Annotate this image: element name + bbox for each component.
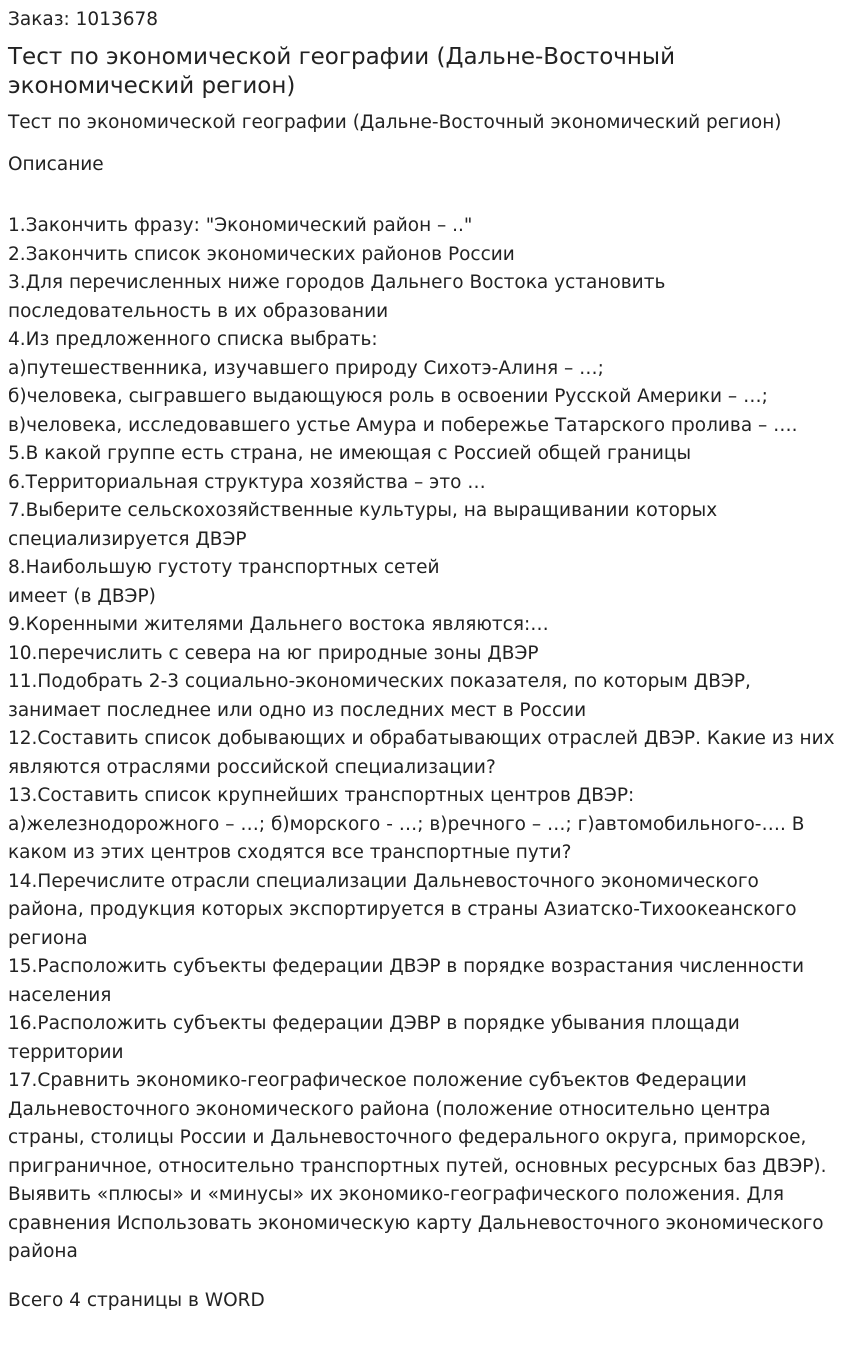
description-label: Описание bbox=[8, 154, 104, 175]
page-title: Тест по экономической географии (Дальне-Восточный экономический регион) bbox=[8, 44, 676, 99]
page-subtitle: Тест по экономической географии (Дальне-Восточный экономический регион) bbox=[8, 112, 782, 133]
description-body: 1.Закончить фразу: "Экономический район – .." 2.Закончить список экономических районов России 3.Для перечисленных ниже городов Дальнего Востока установить последовательность в их образовании 4.Из предложенного списка выбрать: а)путешественника, изучавшего природу Сихотэ-Алиня – …; б)человека, сыгравшего выдающуюся роль в освоении Русской Америки – …; в)человека, исследовавшего устье Амура и побережье Татарского пролива – …. 5.В какой группе есть страна, не имеющая с Россией общей границы 6.Территориальная структура хозяйства – это … 7.Выберите сельскохозяйственные культуры, на выращивании которых специализируется ДВЭР 8.Наибольшую густоту транспортных сетей имеет (в ДВЭР) 9.Коренными жителями Дальнего востока являются:… 10.перечислить с севера на юг природные зоны ДВЭР 11.Подобрать 2-3 социально-экономических показателя, по которым ДВЭР, занимает последнее или одно из последних мест в России 12.Составить список добывающих и обрабатывающих отраслей ДВЭР. Какие из них являются отраслями российской специализации? 13.Составить список крупнейших транспортных центров ДВЭР: а)железнодорожного – …; б)морского - …; в)речного – …; г)автомобильного-…. В каком из этих центров сходятся все транспортные пути? 14.Перечислите отрасли специализации Дальневосточного экономического района, продукция которых экспортируется в страны Азиатско-Тихоокеанского региона 15.Расположить субъекты федерации ДВЭР в порядке возрастания численности населения 16.Расположить субъекты федерации ДЭВР в порядке убывания площади территории 17.Сравнить экономико-географическое положение субъектов Федерации Дальневосточного экономического района (положение относительно центра страны, столицы России и Дальневосточного федерального округа, приморское, приграничное, относительно транспортных путей, основных ресурсных баз ДВЭР). Выявить «плюсы» и «минусы» их экономико-географического положения. Для сравнения Использовать экономическую карту Дальневосточного экономического района bbox=[8, 215, 835, 1262]
order-number: Заказ: 1013678 bbox=[8, 9, 159, 30]
page-count-note: Всего 4 страницы в WORD bbox=[8, 1289, 265, 1311]
